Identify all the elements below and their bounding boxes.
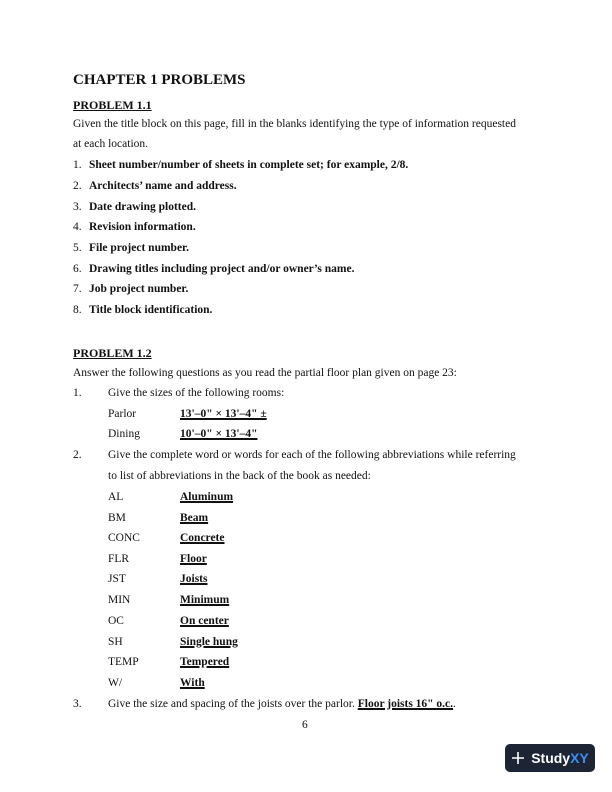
list-item-text: File project number. [89,242,189,254]
joist-answer: Floor joists 16" o.c. [357,698,454,710]
list-item-text: Revision information. [89,221,196,233]
list-item-text: Title block identification. [89,304,213,316]
room-label: Dining [108,428,140,440]
list-item-number: 1. [73,159,82,171]
room-size-answer: 13'–0" × 13'–4" ± [180,408,267,420]
badge-logo-text [531,750,589,766]
list-item-number: 2. [73,180,82,192]
question-2-text-line2: to list of abbreviations in the back of the book as needed: [108,470,371,482]
abbreviation: MIN [108,594,131,606]
abbreviation-answer: Beam [180,512,209,524]
abbreviation: TEMP [108,656,139,668]
problem-1-2-intro: Answer the following questions as you read the partial floor plan given on page 23: [73,367,457,379]
list-item-number: 6. [73,263,82,275]
list-item-text: Job project number. [89,283,189,295]
question-number: 1. [73,387,82,399]
list-item-number: 4. [73,221,82,233]
abbreviation: FLR [108,553,130,565]
abbreviation: SH [108,636,123,648]
list-item-number: 8. [73,304,82,316]
studyxy-badge[interactable] [505,744,595,772]
abbreviation-answer: Joists [180,573,208,585]
question-number: 2. [73,449,82,461]
abbreviation-answer: With [180,677,205,689]
abbreviation: JST [108,573,126,585]
list-item-number: 5. [73,242,82,254]
chapter-title: CHAPTER 1 PROBLEMS [73,72,246,88]
problem-1-1-intro-line1: Given the title block on this page, fill in the blanks identifying the type of information requested [73,118,516,130]
abbreviation-answer: Tempered [180,656,230,668]
list-item-text: Sheet number/number of sheets in complete set; for example, 2/8. [89,159,409,171]
room-size-answer: 10'–0" × 13'–4" [180,428,258,440]
question-number: 3. [73,698,82,710]
problem-1-1-heading: PROBLEM 1.1 [73,98,152,112]
badge-study-text: Study [531,750,571,766]
list-item-text: Architects’ name and address. [89,180,237,192]
abbreviation: OC [108,615,124,627]
abbreviation: W/ [108,677,123,689]
abbreviation-answer: Minimum [180,594,230,606]
abbreviation-answer: On center [180,615,229,627]
badge-xy-text: XY [570,750,589,766]
list-item-text: Date drawing plotted. [89,201,197,213]
question-3-text: Give the size and spacing of the joists over the parlor. [108,698,355,710]
room-label: Parlor [108,408,137,420]
question-1-text: Give the sizes of the following rooms: [108,387,285,399]
abbreviation-answer: Concrete [180,532,225,544]
abbreviation: AL [108,491,124,503]
list-item-number: 3. [73,201,82,213]
question-3-line [108,698,456,710]
problem-1-1-intro-line2: at each location. [73,138,149,150]
list-item-number: 7. [73,283,82,295]
abbreviation-answer: Aluminum [180,491,234,503]
abbreviation-answer: Floor [180,553,207,565]
list-item-text: Drawing titles including project and/or owner’s name. [89,263,355,275]
problem-1-2-heading: PROBLEM 1.2 [73,346,152,360]
question-2-text-line1: Give the complete word or words for each of the following abbreviations while referring [108,449,516,461]
abbreviation: BM [108,512,126,524]
abbreviation-answer: Single hung [180,636,238,648]
abbreviation: CONC [108,532,140,544]
trailing-period: . [453,698,456,710]
page-number: 6 [302,719,308,731]
plus-icon [511,751,525,765]
